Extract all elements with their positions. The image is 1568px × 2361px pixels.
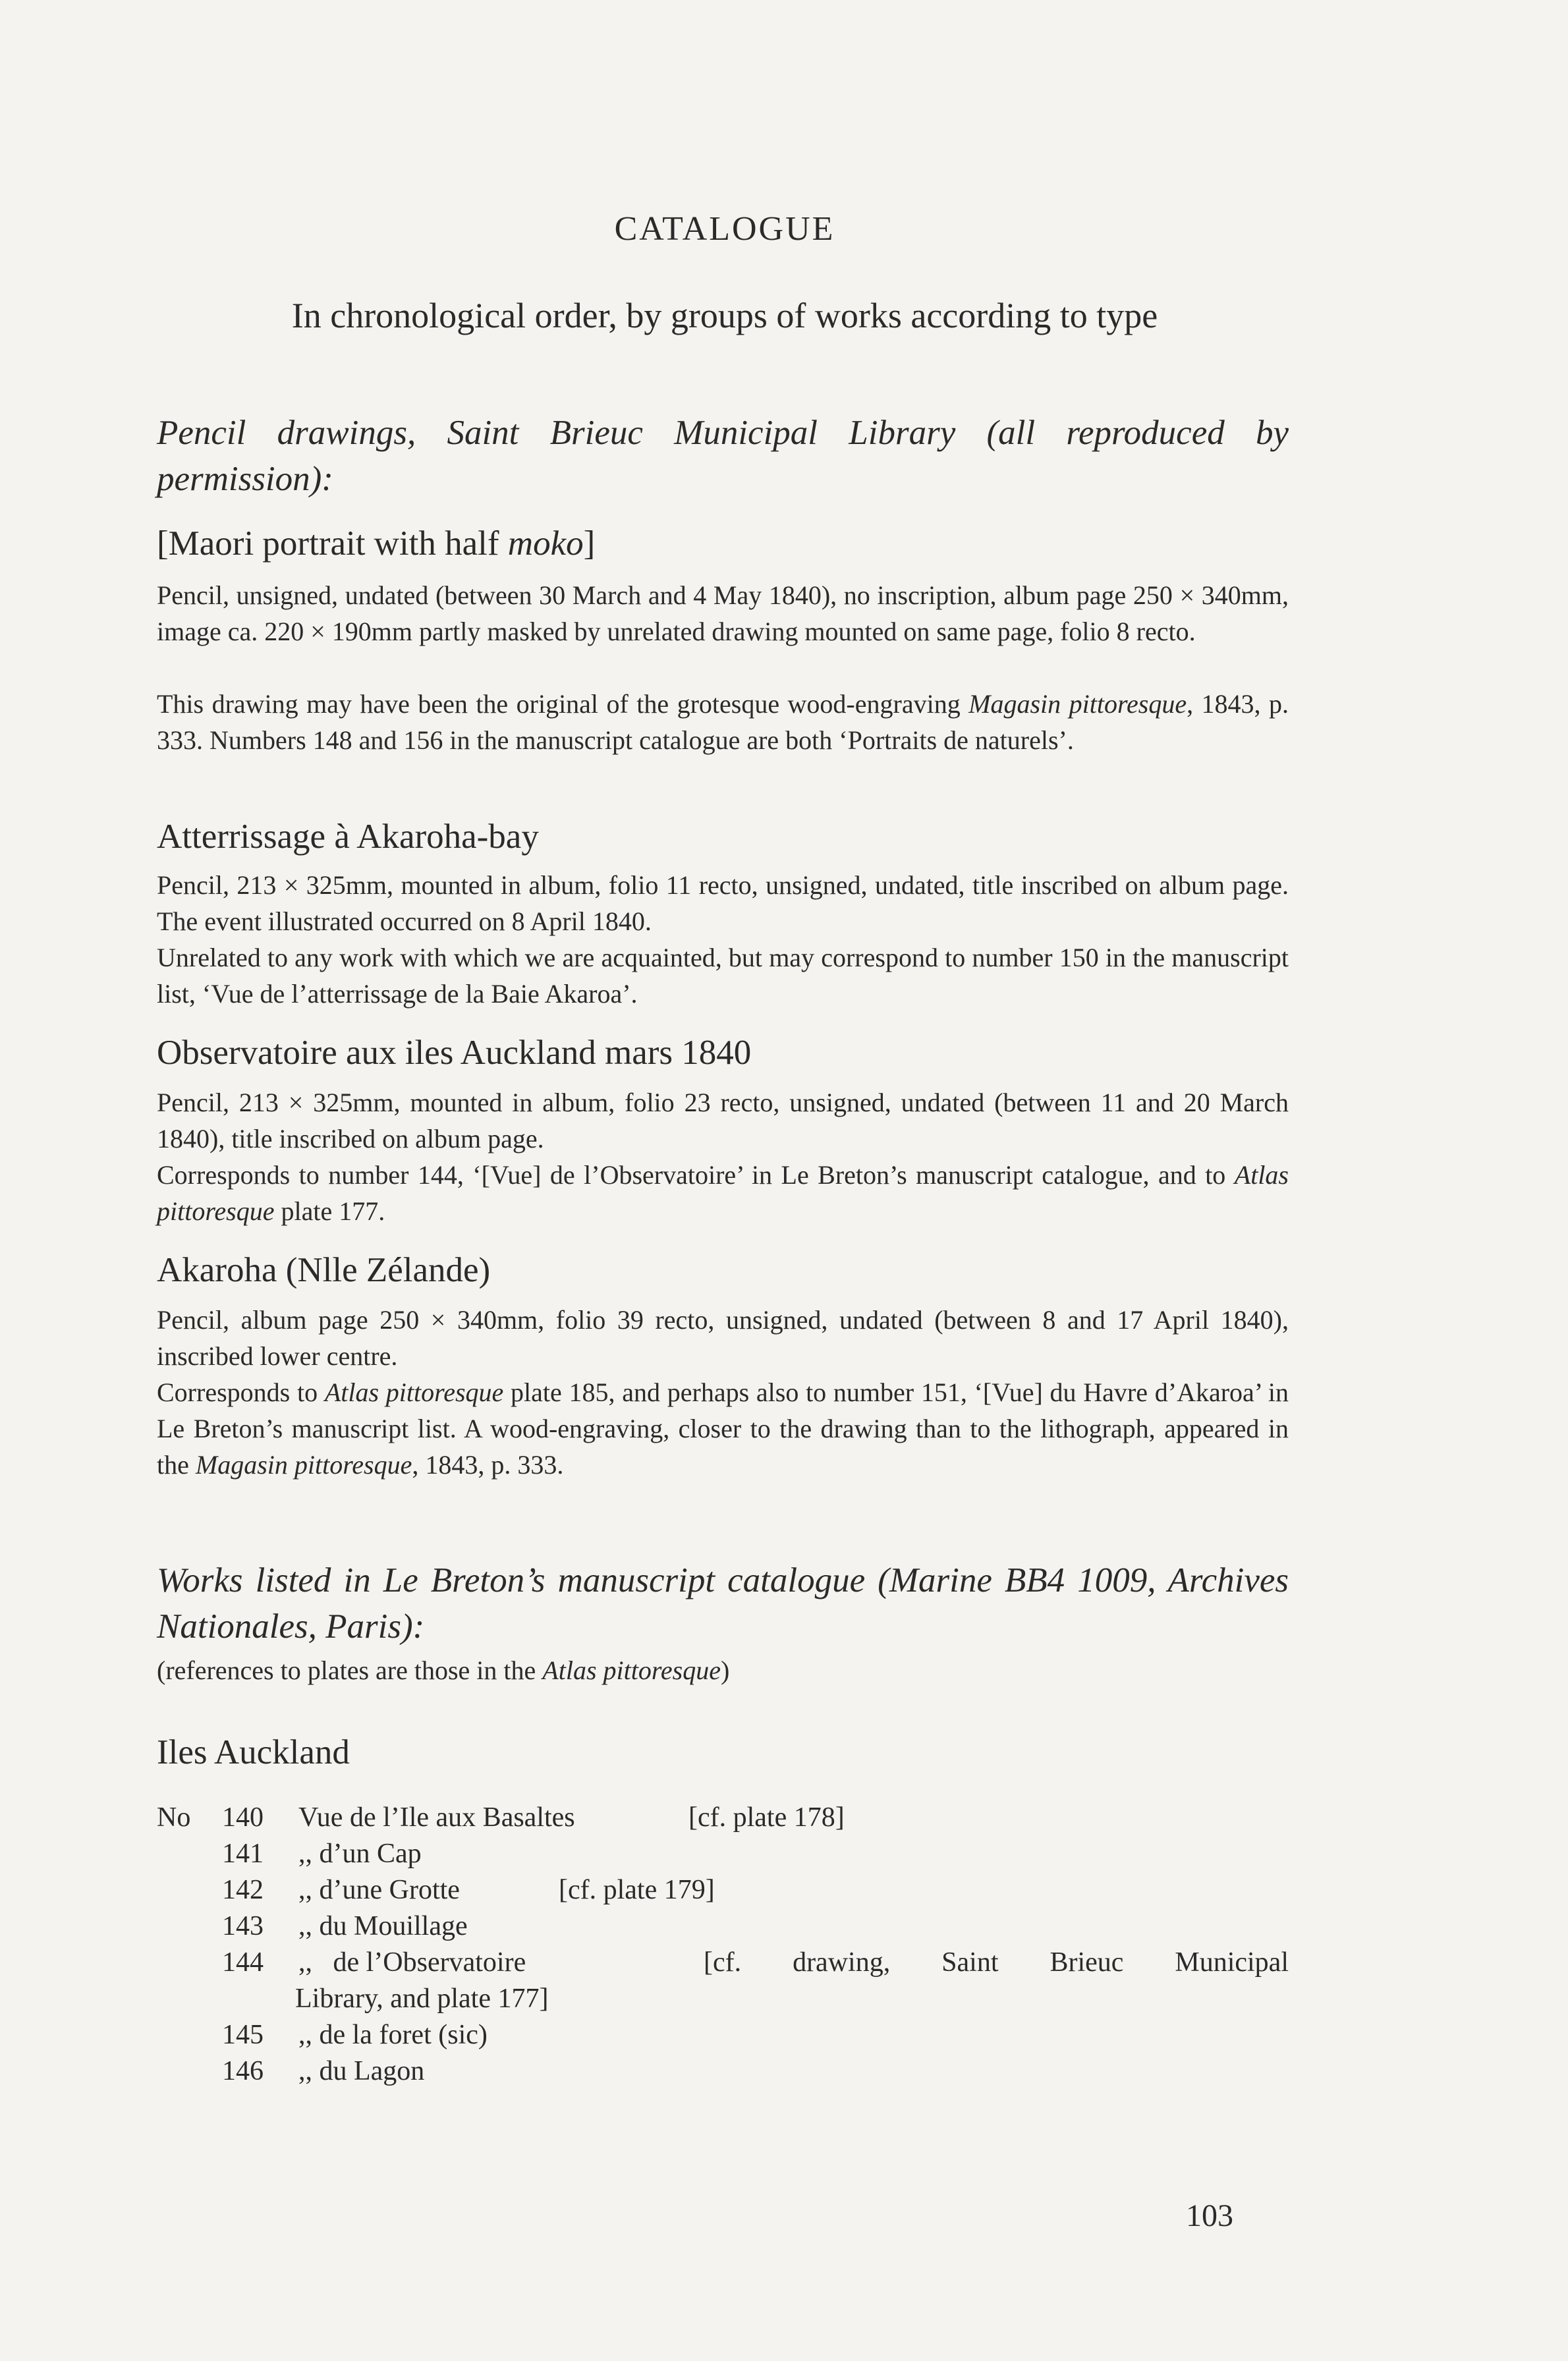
entry-title-maori-portrait xyxy=(157,524,595,563)
page-subtitle: In chronological order, by groups of works according to type xyxy=(291,296,1158,335)
note-text: , 1843, p. 333. xyxy=(412,1450,564,1480)
group-title-iles-auckland: Iles Auckland xyxy=(157,1733,350,1771)
note-italic: Magasin pittoresque xyxy=(195,1450,412,1480)
note-text: (references to plates are those in the xyxy=(157,1655,543,1685)
note-text: This drawing may have been the original of the grotesque wood-engraving xyxy=(157,689,969,719)
list-item-text: ,, de l’Observatoire xyxy=(298,1947,526,1978)
note-text: Corresponds to xyxy=(157,1377,325,1407)
list-item-continuation xyxy=(157,1981,1289,2017)
list-item-number: 143 xyxy=(222,1911,264,1941)
note-text: ) xyxy=(721,1655,730,1685)
section-note xyxy=(157,1652,1289,1688)
entry-title-atterrissage: Atterrissage à Akaroha-bay xyxy=(157,818,539,856)
entry-description: Pencil, 213 × 325mm, mounted in album, folio 23 recto, unsigned, undated (between 11 and 20 March 1840), title inscribed on album page. xyxy=(157,1088,1289,1153)
list-item-reference: [cf. drawing, Saint Brieuc Municipal xyxy=(704,1947,1289,1978)
list-item xyxy=(157,2053,1289,2090)
list-item-number: 140 xyxy=(222,1802,264,1833)
list-item-text: Library, and plate 177] xyxy=(295,1984,549,2014)
page-number: 103 xyxy=(1186,2198,1233,2233)
entry-description: Pencil, album page 250 × 340mm, folio 39 recto, unsigned, undated (between 8 and 17 April 1840), inscribed lower centre. xyxy=(157,1305,1289,1371)
note-italic: Atlas pittoresque xyxy=(157,1160,1289,1226)
list-item-reference: [cf. plate 178] xyxy=(688,1802,845,1833)
list-item-reference: [cf. plate 179] xyxy=(559,1875,715,1905)
entry-note xyxy=(157,1374,1289,1483)
note-italic: Atlas pittoresque xyxy=(542,1655,721,1685)
list-item xyxy=(157,2017,1289,2053)
list-item xyxy=(157,1872,1289,1908)
list-item xyxy=(157,1945,1289,1981)
entry-title-observatoire: Observatoire aux iles Auckland mars 1840 xyxy=(157,1034,752,1072)
entry-title-italic: moko xyxy=(507,524,584,563)
entry-description: Pencil, unsigned, undated (between 30 March and 4 May 1840), no inscription, album page 250 × 340mm, image ca. 220 × 190mm partly masked by unrelated drawing mounted on same page, folio 8 recto. xyxy=(157,580,1289,646)
entry-title-akaroha: Akaroha (Nlle Zélande) xyxy=(157,1251,491,1289)
list-item-number: 146 xyxy=(222,2056,264,2086)
list-item-text: ,, du Mouillage xyxy=(298,1911,468,1941)
list-item-number: 142 xyxy=(222,1875,264,1905)
note-text: plate 177. xyxy=(274,1196,385,1226)
entry-title-text: [Maori portrait with half xyxy=(157,524,508,563)
list-item-number: 145 xyxy=(222,2020,264,2050)
entry-note xyxy=(157,686,1289,758)
entry-note xyxy=(157,1157,1289,1229)
entry-description: Pencil, 213 × 325mm, mounted in album, folio 11 recto, unsigned, undated, title inscribed on album page. The event illustrated occurred on 8 April 1840. xyxy=(157,870,1289,936)
entry-title-text: ] xyxy=(583,524,596,563)
list-no-label: No xyxy=(157,1802,191,1833)
list-item-text: ,, d’un Cap xyxy=(298,1839,422,1869)
section-heading-pencil-drawings: Pencil drawings, Saint Brieuc Municipal Library (all reproduced by permission): xyxy=(157,414,1289,498)
list-item-number: 141 xyxy=(222,1839,264,1869)
note-text: plate 185, and perhaps also to number 151, ‘[Vue] du Havre d’Akaroa’ in Le Breton’s manuscript list. A wood-engraving, closer to the drawing than to the lithograph, appeared in the xyxy=(157,1377,1289,1480)
list-item-text: ,, de la foret (sic) xyxy=(298,2020,488,2050)
section-heading-manuscript-catalogue: Works listed in Le Breton’s manuscript catalogue (Marine BB4 1009, Archives Nationales, Paris): xyxy=(157,1561,1289,1646)
manuscript-list xyxy=(157,1800,1289,2090)
note-italic: Atlas pittoresque xyxy=(324,1377,504,1407)
note-italic: Magasin pittoresque xyxy=(968,689,1187,719)
list-item-text: Vue de l’Ile aux Basaltes xyxy=(298,1802,575,1833)
list-item xyxy=(157,1908,1289,1945)
note-text: Corresponds to number 144, ‘[Vue] de l’Observatoire’ in Le Breton’s manuscript catalogue, and to xyxy=(157,1160,1235,1190)
note-text: , 1843, p. 333. Numbers 148 and 156 in the manuscript catalogue are both ‘Portraits de naturels’. xyxy=(157,689,1289,755)
page-title: CATALOGUE xyxy=(614,210,835,248)
list-item xyxy=(157,1800,1289,1836)
list-item-number: 144 xyxy=(222,1947,264,1978)
list-item xyxy=(157,1836,1289,1872)
entry-note: Unrelated to any work with which we are acquainted, but may correspond to number 150 in the manuscript list, ‘Vue de l’atterrissage de la Baie Akaroa’. xyxy=(157,943,1289,1009)
list-item-text: ,, du Lagon xyxy=(298,2056,425,2086)
list-item-text: ,, d’une Grotte xyxy=(298,1875,460,1905)
